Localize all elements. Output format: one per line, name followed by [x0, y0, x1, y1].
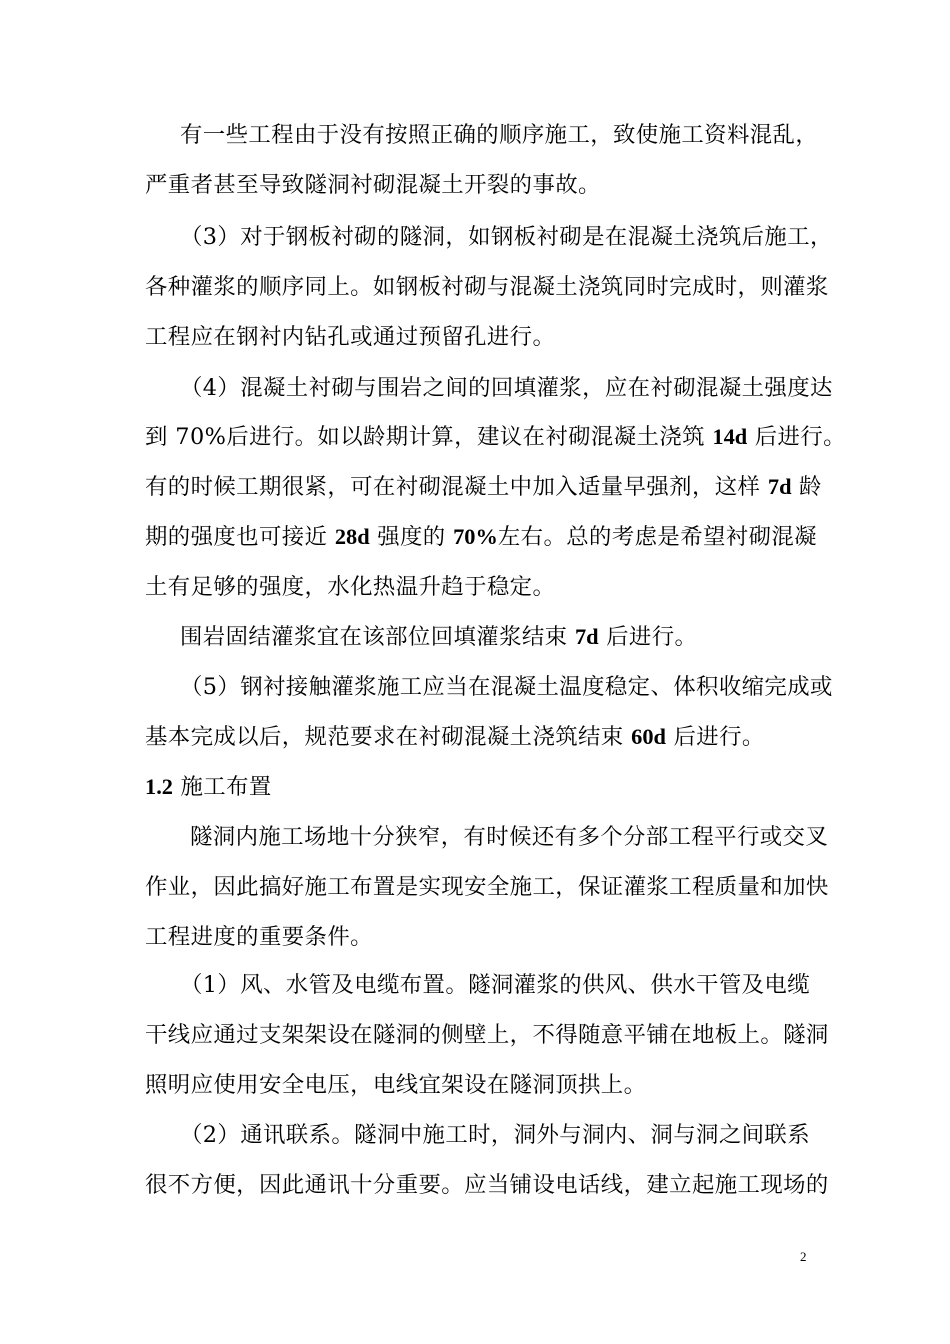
text-segment: 施工布置 [173, 774, 272, 800]
text-line [145, 272, 829, 302]
text-line [145, 922, 810, 952]
text-segment: （2）通讯联系。隧洞中施工时，洞外与洞内、洞与洞之间联系 [180, 1122, 810, 1148]
text-segment: 作业，因此搞好施工布置是实现安全施工，保证灌浆工程质量和加快 [145, 874, 829, 900]
text-segment: （3）对于钢板衬砌的隧洞，如钢板衬砌是在混凝土浇筑后施工， [180, 224, 833, 250]
text-segment: 各种灌浆的顺序同上。如钢板衬砌与混凝土浇筑同时完成时，则灌浆 [145, 274, 829, 300]
text-segment: 隧洞内施工场地十分狭窄，有时候还有多个分部工程平行或交叉 [190, 824, 829, 850]
text-segment: 照明应使用安全电压，电线宜架设在隧洞顶拱上。 [145, 1072, 647, 1098]
text-segment: （4）混凝土衬砌与围岩之间的回填灌浆，应在衬砌混凝土强度达 [180, 375, 833, 401]
text-line [180, 622, 845, 652]
text-line [145, 572, 810, 602]
text-line [145, 472, 822, 502]
text-line [145, 522, 817, 552]
text-segment: （1）风、水管及电缆布置。隧洞灌浆的供风、供水干管及电缆 [180, 972, 810, 998]
text-line [180, 1120, 845, 1150]
text-line [145, 1070, 810, 1100]
text-line [190, 822, 855, 852]
bold-text-segment: 7d [574, 624, 599, 649]
text-line [145, 1170, 829, 1200]
text-line [180, 672, 845, 702]
text-segment: 很不方便，因此通讯十分重要。应当铺设电话线，建立起施工现场的 [145, 1172, 829, 1198]
text-segment: 工程进度的重要条件。 [145, 924, 373, 950]
text-line [145, 1020, 829, 1050]
text-segment: 严重者甚至导致隧洞衬砌混凝土开裂的事故。 [145, 172, 601, 198]
bold-text-segment: 28d [334, 524, 370, 549]
bold-text-segment: 14d [712, 424, 748, 449]
text-line [180, 222, 845, 252]
text-line [180, 120, 845, 150]
text-segment: 强度的 [369, 524, 454, 550]
bold-text-segment: 70% [453, 524, 498, 549]
text-segment: 土有足够的强度，水化热温升趋于稳定。 [145, 574, 556, 600]
text-segment: 有的时候工期很紧，可在衬砌混凝土中加入适量早强剂，这样 [145, 474, 768, 500]
text-line [145, 322, 810, 352]
bold-text-segment: 7d [767, 474, 792, 499]
text-line [145, 872, 829, 902]
text-line [180, 373, 845, 403]
text-segment: 后进行。 [747, 424, 846, 450]
bold-text-segment: 60d [631, 724, 666, 749]
text-segment: 有一些工程由于没有按照正确的顺序施工，致使施工资料混乱， [180, 122, 819, 148]
text-segment: 龄 [791, 474, 822, 500]
text-segment: 后进行。 [598, 624, 698, 650]
text-segment: （5）钢衬接触灌浆施工应当在混凝土温度稳定、体积收缩完成或 [180, 674, 833, 700]
text-segment: 工程应在钢衬内钻孔或通过预留孔进行。 [145, 324, 556, 350]
text-segment: 期的强度也可接近 [145, 524, 335, 550]
text-segment: 围岩固结灌浆宜在该部位回填灌浆结束 [180, 624, 575, 650]
text-segment: 后进行。 [665, 724, 765, 750]
text-segment: 到 70%后进行。如以龄期计算，建议在衬砌混凝土浇筑 [145, 424, 713, 450]
text-line [145, 422, 846, 452]
text-line [145, 772, 810, 802]
text-line [180, 970, 845, 1000]
text-segment: 基本完成以后，规范要求在衬砌混凝土浇筑结束 [145, 724, 632, 750]
bold-text-segment: 1.2 [145, 774, 173, 799]
text-segment: 左右。总的考虑是希望衬砌混凝 [497, 524, 817, 550]
text-segment: 干线应通过支架架设在隧洞的侧壁上，不得随意平铺在地板上。隧洞 [145, 1022, 829, 1048]
page-number: 2 [800, 1249, 807, 1264]
text-line [145, 722, 810, 752]
text-line [145, 170, 810, 200]
